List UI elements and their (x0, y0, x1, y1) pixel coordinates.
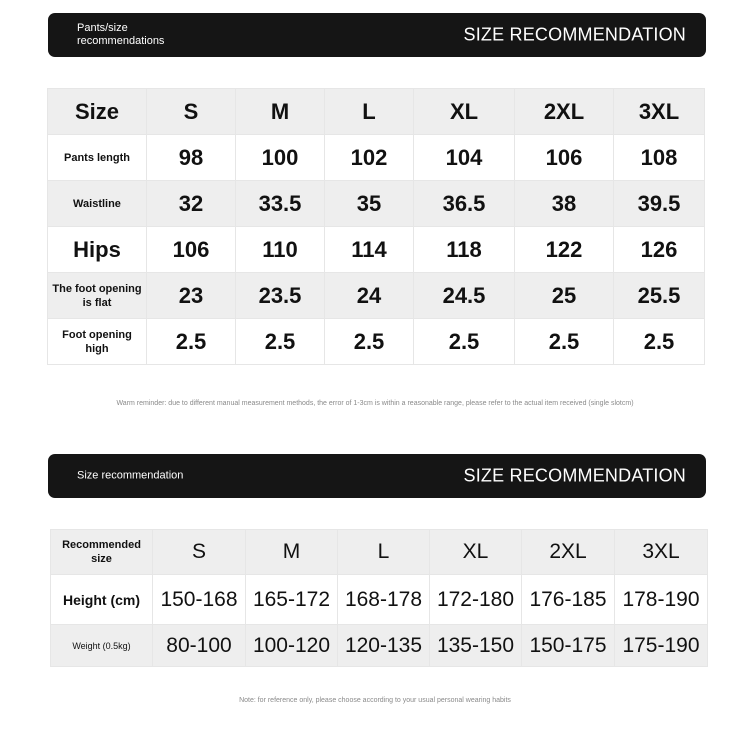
table-cell: 24 (325, 273, 414, 319)
table-cell: 23.5 (236, 273, 325, 319)
banner-left-label: Pants/size recommendations (77, 22, 165, 47)
table-cell: 2.5 (236, 319, 325, 365)
size-column-xl: XL (414, 89, 515, 135)
row-label-waistline: Waistline (48, 181, 147, 227)
row-label-foot-opening-flat: The foot opening is flat (48, 273, 147, 319)
table-cell: 172-180 (430, 575, 522, 625)
row-label-foot-opening-high: Foot opening high (48, 319, 147, 365)
size-column-m: M (236, 89, 325, 135)
size-column-l: L (325, 89, 414, 135)
table-cell: 110 (236, 227, 325, 273)
size-header-label: Size (48, 89, 147, 135)
table-cell: 33.5 (236, 181, 325, 227)
table-cell: 102 (325, 135, 414, 181)
table-cell: 80-100 (153, 625, 246, 667)
table-cell: 32 (147, 181, 236, 227)
size-column-3xl: 3XL (614, 89, 705, 135)
table-cell: 168-178 (338, 575, 430, 625)
size-column-s: S (153, 530, 246, 575)
table-cell: 122 (515, 227, 614, 273)
table-row (48, 273, 705, 319)
table-cell: 38 (515, 181, 614, 227)
measurement-reminder-note: Warm reminder: due to different manual measurement methods, the error of 1-3cm is within a reasonable range, please refer to the actual item received (single slotcm) (116, 400, 634, 407)
table-cell: 104 (414, 135, 515, 181)
table-cell: 106 (147, 227, 236, 273)
table-cell: 2.5 (614, 319, 705, 365)
table-cell: 135-150 (430, 625, 522, 667)
table-cell: 176-185 (522, 575, 615, 625)
table-cell: 35 (325, 181, 414, 227)
table-cell: 2.5 (147, 319, 236, 365)
table-row (48, 319, 705, 365)
table-header-row (48, 89, 705, 135)
banner-left-label: Size recommendation (77, 469, 184, 482)
table-cell: 2.5 (414, 319, 515, 365)
size-column-xl: XL (430, 530, 522, 575)
table-cell: 39.5 (614, 181, 705, 227)
size-column-m: M (246, 530, 338, 575)
table-cell: 150-175 (522, 625, 615, 667)
table-row (51, 625, 708, 667)
table-header-row (51, 530, 708, 575)
reference-note: Note: for reference only, please choose according to your usual personal wearing habits (239, 697, 511, 704)
table-row (51, 575, 708, 625)
size-column-2xl: 2XL (522, 530, 615, 575)
table-row (48, 135, 705, 181)
table-cell: 165-172 (246, 575, 338, 625)
size-column-2xl: 2XL (515, 89, 614, 135)
table-cell: 150-168 (153, 575, 246, 625)
table-cell: 24.5 (414, 273, 515, 319)
pants-size-table (47, 88, 705, 365)
table-cell: 2.5 (325, 319, 414, 365)
recommended-size-header-label: Recommended size (51, 530, 153, 575)
banner-right-title: SIZE RECOMMENDATION (463, 24, 686, 45)
table-cell: 108 (614, 135, 705, 181)
table-cell: 98 (147, 135, 236, 181)
row-label-weight: Weight (0.5kg) (51, 625, 153, 667)
table-cell: 23 (147, 273, 236, 319)
table-cell: 175-190 (615, 625, 708, 667)
height-weight-table (50, 529, 708, 667)
table-cell: 25.5 (614, 273, 705, 319)
table-cell: 25 (515, 273, 614, 319)
table-row (48, 227, 705, 273)
table-cell: 36.5 (414, 181, 515, 227)
table-cell: 126 (614, 227, 705, 273)
table-cell: 2.5 (515, 319, 614, 365)
table-cell: 120-135 (338, 625, 430, 667)
row-label-pants-length: Pants length (48, 135, 147, 181)
size-column-s: S (147, 89, 236, 135)
banner-right-title: SIZE RECOMMENDATION (463, 465, 686, 486)
size-column-l: L (338, 530, 430, 575)
table-cell: 106 (515, 135, 614, 181)
table-row (48, 181, 705, 227)
row-label-hips: Hips (48, 227, 147, 273)
table-cell: 100 (236, 135, 325, 181)
table-cell: 118 (414, 227, 515, 273)
table-cell: 100-120 (246, 625, 338, 667)
table-cell: 178-190 (615, 575, 708, 625)
pants-size-banner (48, 13, 706, 57)
table-cell: 114 (325, 227, 414, 273)
size-recommendation-banner (48, 454, 706, 498)
row-label-height: Height (cm) (51, 575, 153, 625)
size-column-3xl: 3XL (615, 530, 708, 575)
